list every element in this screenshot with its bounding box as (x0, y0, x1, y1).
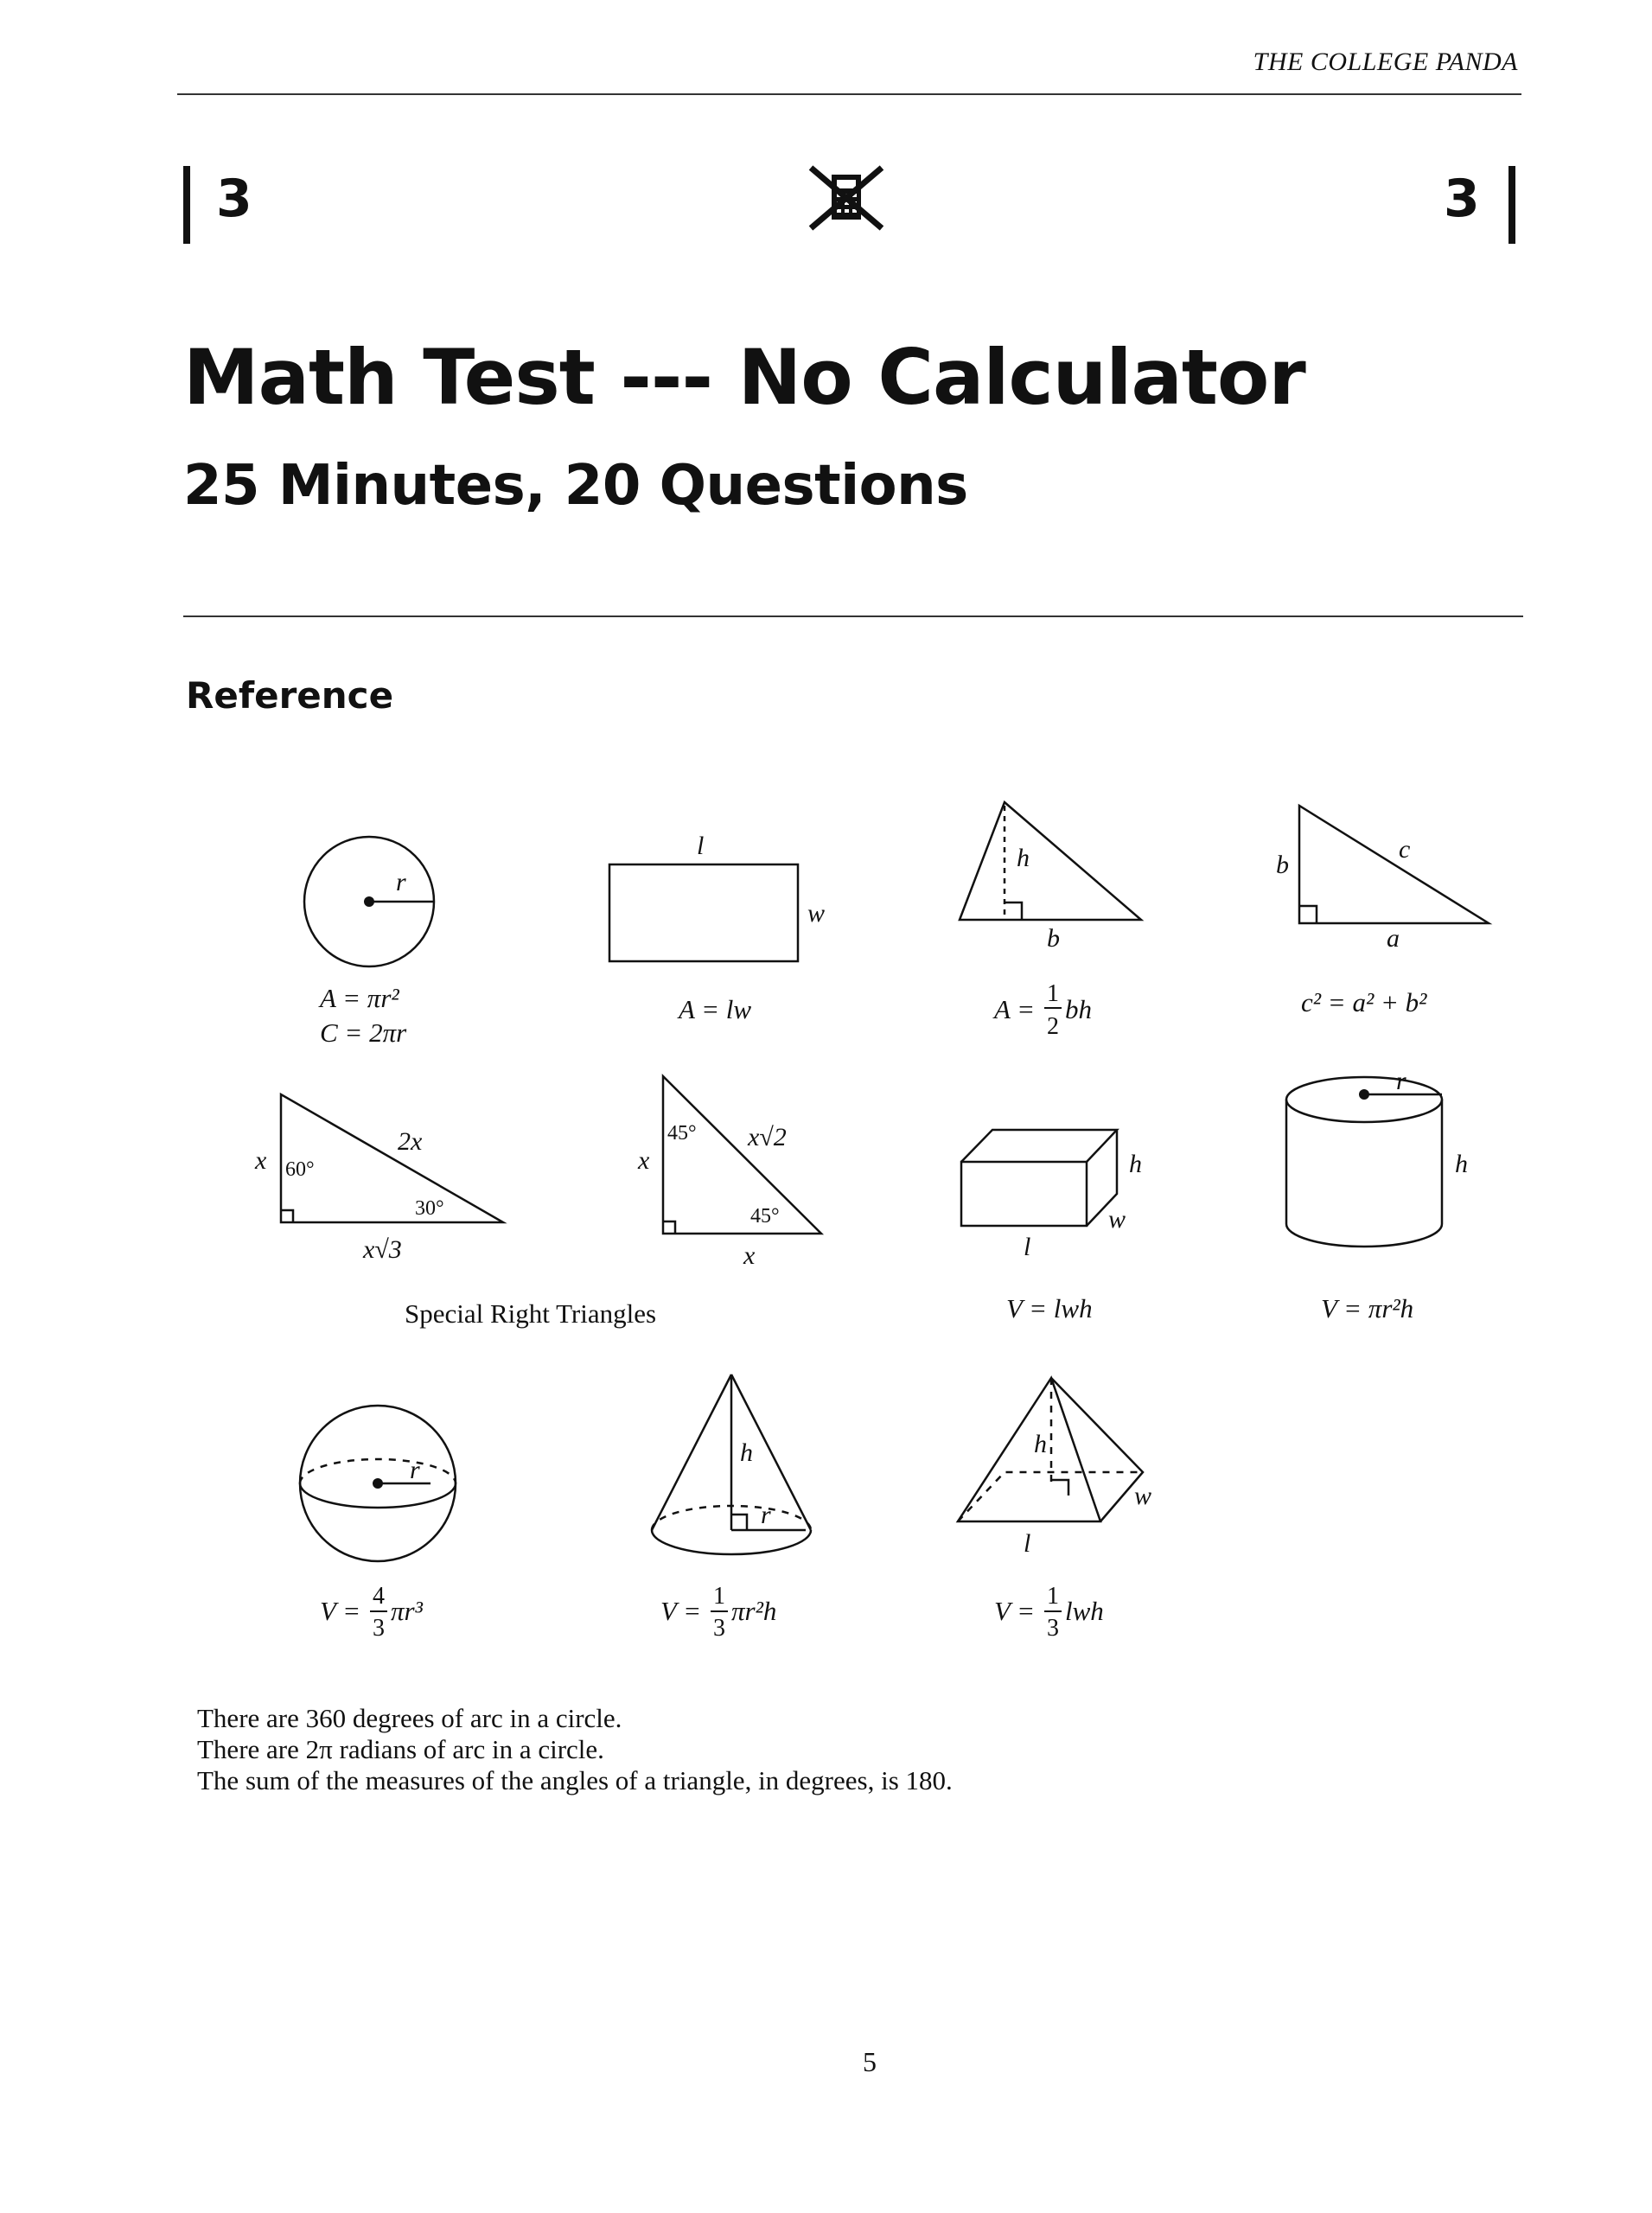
reference-figures (0, 778, 1652, 1712)
box-h-label: h (1129, 1150, 1142, 1178)
rectangle-w-label: w (807, 899, 826, 928)
pyramid-figure (958, 1378, 1143, 1521)
page-number: 5 (863, 2046, 877, 2077)
cone-figure (652, 1374, 811, 1554)
rectangle-formula: A = lw (679, 994, 752, 1024)
t3060-hyp-label: 2x (398, 1127, 423, 1156)
cone-h-label: h (740, 1438, 753, 1467)
t3060-x-label: x (255, 1146, 267, 1175)
t45-x-side-label: x (638, 1146, 650, 1175)
triangle-formula-rhs: bh (1065, 994, 1092, 1024)
section-bar-left (183, 166, 190, 244)
right-triangle-c-label: c (1399, 835, 1411, 864)
no-calculator-icon (804, 164, 890, 233)
rectangle-l-label: l (697, 832, 705, 860)
special-triangles-caption: Special Right Triangles (405, 1298, 657, 1329)
right-triangle-a-label: a (1387, 924, 1400, 953)
t3060-angle-top: 60° (285, 1158, 315, 1181)
box-l-label: l (1024, 1233, 1031, 1261)
pyramid-formula-lhs: V = (994, 1596, 1036, 1626)
rectangle-figure (609, 864, 798, 961)
triangle-formula-lhs: A = (994, 994, 1036, 1024)
pyramid-formula-rhs: lwh (1065, 1596, 1104, 1626)
t45-angle-top: 45° (667, 1122, 697, 1145)
cone-r-label: r (761, 1501, 771, 1529)
cylinder-formula: V = πr²h (1321, 1293, 1414, 1323)
right-triangle-b-label: b (1276, 851, 1289, 879)
sphere-frac-num: 4 (373, 1583, 385, 1610)
section-bar-right (1508, 166, 1515, 244)
triangle-h-label: h (1017, 844, 1030, 872)
header-rule (177, 93, 1521, 95)
pyramid-frac-num: 1 (1047, 1583, 1059, 1610)
cone-formula-rhs: πr²h (731, 1596, 777, 1626)
fact-arc-radians: There are 2π radians of arc in a circle. (197, 1734, 604, 1764)
t3060-base-label: x√3 (363, 1235, 402, 1264)
cone-formula-lhs: V = (660, 1596, 702, 1626)
box-w-label: w (1108, 1205, 1126, 1234)
fact-triangle-sum: The sum of the measures of the angles of a triangle, in degrees, is 180. (197, 1765, 953, 1795)
box-figure (961, 1130, 1117, 1226)
sphere-formula-lhs: V = (320, 1596, 361, 1626)
pyramid-w-label: w (1134, 1482, 1152, 1510)
pyramid-frac-den: 3 (1047, 1615, 1059, 1642)
title-rule (183, 615, 1523, 617)
reference-heading: Reference (186, 674, 394, 717)
triangle-figure (960, 802, 1141, 920)
sphere-r-label: r (410, 1456, 420, 1484)
t3060-angle-right: 30° (415, 1197, 444, 1220)
t45-angle-right: 45° (750, 1205, 780, 1228)
cylinder-h-label: h (1455, 1150, 1468, 1178)
publisher-header: THE COLLEGE PANDA (1253, 48, 1518, 76)
pyramid-l-label: l (1024, 1529, 1031, 1558)
cone-frac-den: 3 (713, 1615, 725, 1642)
circle-circumference-formula: C = 2πr (320, 1017, 407, 1048)
box-formula: V = lwh (1006, 1293, 1093, 1323)
triangle-frac-num: 1 (1047, 980, 1059, 1007)
circle-area-formula: A = πr² (320, 983, 399, 1013)
t45-hyp-label: x√2 (748, 1123, 787, 1151)
circle-r-label: r (396, 868, 406, 896)
page-subtitle: 25 Minutes, 20 Questions (183, 454, 968, 518)
triangle-45-figure (663, 1076, 821, 1234)
pythagorean-formula: c² = a² + b² (1301, 987, 1427, 1017)
page-title: Math Test --- No Calculator (183, 333, 1305, 422)
pyramid-h-label: h (1034, 1430, 1047, 1458)
cylinder-r-label: r (1396, 1067, 1406, 1095)
section-number-left: 3 (216, 169, 252, 229)
fact-arc-degrees: There are 360 degrees of arc in a circle. (197, 1703, 622, 1733)
t45-x-base-label: x (743, 1241, 756, 1270)
triangle-frac-den: 2 (1047, 1013, 1059, 1040)
right-triangle-figure (1299, 806, 1489, 923)
sphere-frac-den: 3 (373, 1615, 385, 1642)
cone-frac-num: 1 (713, 1583, 725, 1610)
triangle-b-label: b (1047, 924, 1060, 953)
sphere-formula-rhs: πr³ (391, 1596, 423, 1626)
cylinder-figure (1286, 1077, 1442, 1247)
section-number-right: 3 (1444, 169, 1480, 229)
